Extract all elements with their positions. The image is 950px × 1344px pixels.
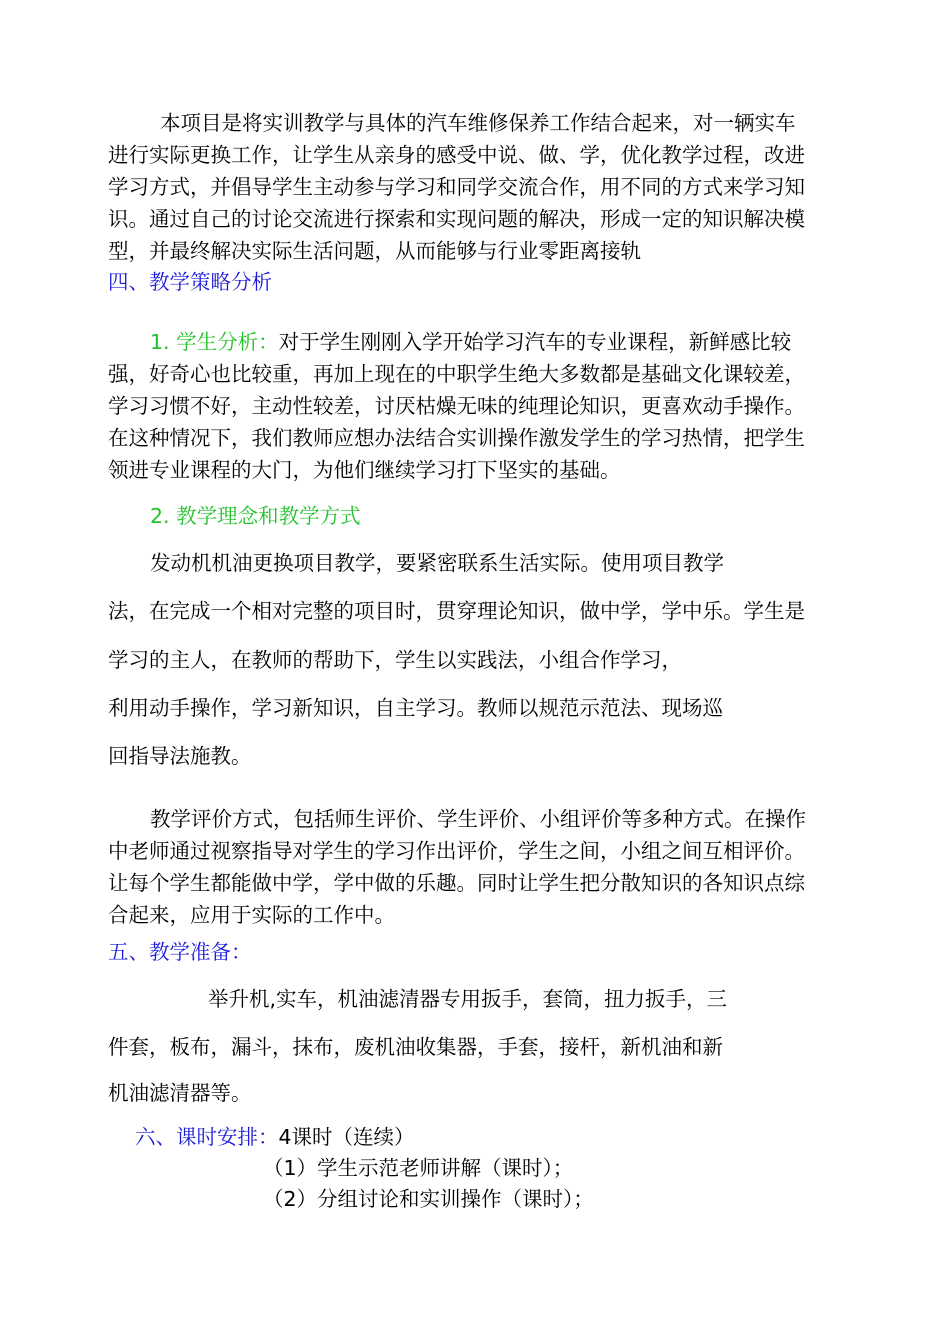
item2-para2-line-1: 教学评价方式，包括师生评价、学生评价、小组评价等多种方式。在操作 (150, 807, 806, 831)
section5-heading: 五、教学准备： (108, 940, 252, 964)
item2-para1-line-4: 利用动手操作，学习新知识，自主学习。教师以规范示范法、现场巡 (108, 696, 723, 720)
item1-line-1: 对于学生刚刚入学开始学习汽车的专业课程，新鲜感比较 (278, 330, 792, 354)
item2-para1-line-3: 学习的主人，在教师的帮助下，学生以实践法，小组合作学习， (108, 648, 682, 672)
item2-label: 2. 教学理念和教学方式 (150, 504, 361, 528)
section5-line-3: 机油滤清器等。 (108, 1081, 252, 1105)
intro-line-3: 学习方式，并倡导学生主动参与学习和同学交流合作，用不同的方式来学习知 (108, 175, 805, 199)
item1-line-5: 领进专业课程的大门，为他们继续学习打下坚实的基础。 (108, 458, 621, 482)
item1-line-4: 在这种情况下，我们教师应想办法结合实训操作激发学生的学习热情，把学生 (108, 426, 805, 450)
item1-line-3: 学习习惯不好，主动性较差，讨厌枯燥无味的纯理论知识，更喜欢动手操作。 (108, 394, 805, 418)
item2-para1-line-5: 回指导法施教。 (108, 744, 252, 768)
item1-line-2: 强，好奇心也比较重，再加上现在的中职学生绝大多数都是基础文化课较差， (108, 362, 805, 386)
item1-label: 1. 学生分析： (150, 330, 279, 354)
intro-line-4: 识。通过自己的讨论交流进行探索和实现问题的解决，形成一定的知识解决模 (108, 207, 805, 231)
section4-heading: 四、教学策略分析 (108, 270, 272, 294)
item2-para2-line-4: 合起来，应用于实际的工作中。 (108, 903, 395, 927)
item2-para2-line-2: 中老师通过视察指导对学生的学习作出评价，学生之间，小组之间互相评价。 (108, 839, 805, 863)
section5-line-2: 件套，板布，漏斗，抹布，废机油收集器，手套，接杆，新机油和新 (108, 1035, 723, 1059)
item2-para1-line-2: 法，在完成一个相对完整的项目时，贯穿理论知识，做中学，学中乐。学生是 (108, 599, 805, 623)
intro-line-5: 型，并最终解决实际生活问题，从而能够与行业零距离接轨 (108, 239, 641, 263)
intro-line-1: 本项目是将实训教学与具体的汽车维修保养工作结合起来，对一辆实车 (160, 111, 796, 135)
item1-first-line (150, 330, 791, 354)
item2-para2-line-3: 让每个学生都能做中学，学中做的乐趣。同时让学生把分散知识的各知识点综 (108, 871, 805, 895)
section6-item-2: （2）分组讨论和实训操作（课时）； (263, 1187, 594, 1211)
item2-para1-line-1: 发动机机油更换项目教学，要紧密联系生活实际。使用项目教学 (150, 551, 724, 575)
section6-heading: 六、课时安排： (135, 1125, 279, 1149)
section6-line (135, 1125, 415, 1149)
section5-line-1: 举升机,实车，机油滤清器专用扳手，套筒，扭力扳手，三 (208, 987, 728, 1011)
section6-value: 4课时（连续） (278, 1125, 415, 1149)
section6-item-1: （1）学生示范老师讲解（课时）； (263, 1156, 574, 1180)
intro-line-2: 进行实际更换工作，让学生从亲身的感受中说、做、学，优化教学过程，改进 (108, 143, 805, 167)
